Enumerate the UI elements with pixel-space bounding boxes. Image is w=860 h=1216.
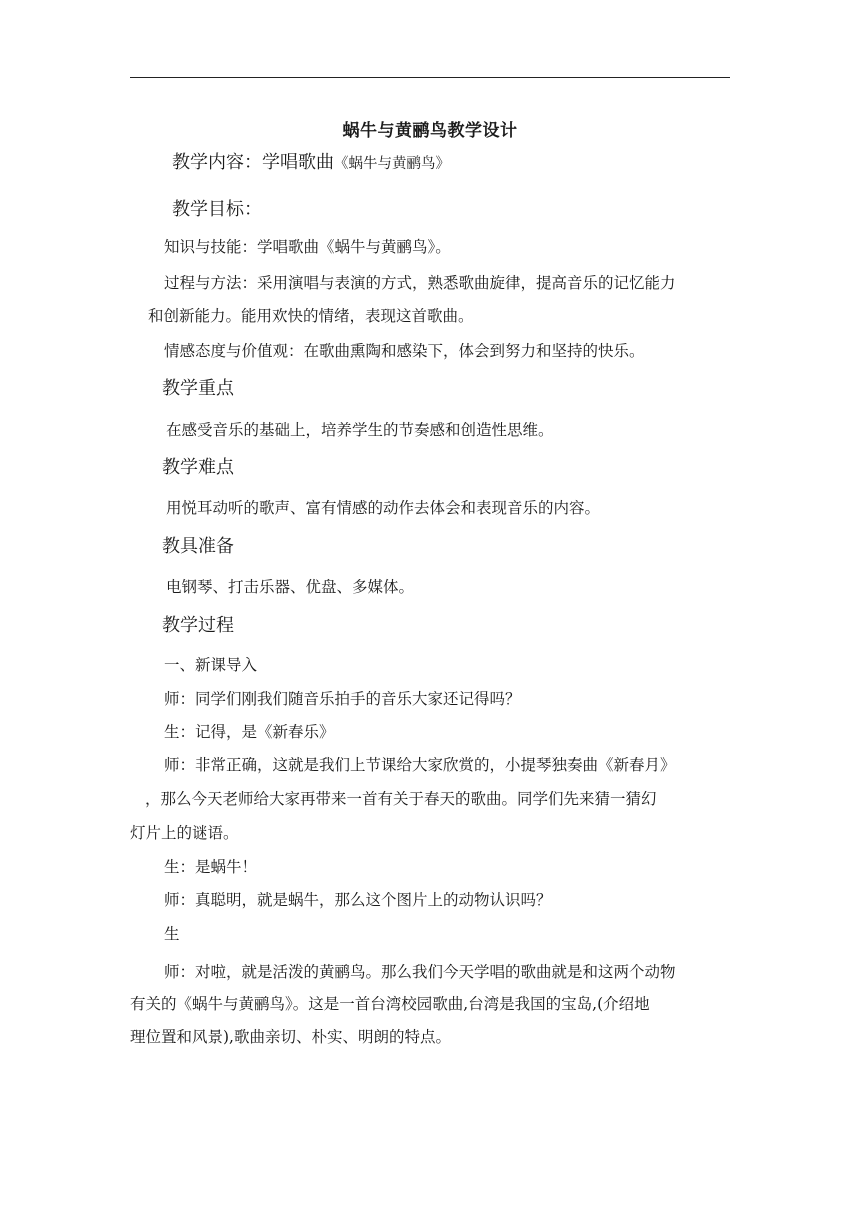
paragraph-3-line-1: 师：非常正确，这就是我们上节课给大家欣赏的，小提琴独奏曲《新春月》 [164, 756, 676, 774]
paragraph-1: 师：同学们刚我们随音乐拍手的音乐大家还记得吗？ [164, 690, 521, 708]
content-line [172, 152, 450, 175]
step-1: 一、新课导入 [164, 656, 258, 674]
paragraph-7-line-1: 师：对啦，就是活泼的黄鹂鸟。那么我们今天学唱的歌曲就是和这两个动物 [164, 963, 676, 981]
document-title: 蜗牛与黄鹂鸟教学设计 [342, 121, 518, 141]
content-song: 《蜗牛与黄鹂鸟》 [334, 156, 450, 172]
content-label: 教学内容：学唱歌曲 [172, 152, 334, 173]
paragraph-6: 生 [164, 925, 180, 943]
goal-knowledge: 知识与技能：学唱歌曲《蜗牛与黄鹂鸟》。 [164, 238, 451, 256]
difficulty-text: 用悦耳动听的歌声、富有情感的动作去体会和表现音乐的内容。 [166, 499, 601, 517]
process-heading: 教学过程 [162, 615, 234, 636]
paragraph-3-line-2: ，那么今天老师给大家再带来一首有关于春天的歌曲。同学们先来猜一猜幻 [145, 790, 657, 808]
paragraph-2: 生：记得，是《新春乐》 [164, 723, 335, 741]
difficulty-heading: 教学难点 [162, 457, 234, 478]
goal-process-line-1: 过程与方法：采用演唱与表演的方式，熟悉歌曲旋律，提高音乐的记忆能力 [164, 274, 676, 292]
goal-process-line-2: 和创新能力。能用欢快的情绪，表现这首歌曲。 [148, 307, 474, 325]
goal-emotion: 情感态度与价值观：在歌曲熏陶和感染下，体会到努力和坚持的快乐。 [164, 342, 645, 360]
paragraph-3-line-3: 灯片上的谜语。 [130, 824, 239, 842]
header-rule [130, 77, 730, 78]
tools-text: 电钢琴、打击乐器、优盘、多媒体。 [166, 578, 415, 596]
key-heading: 教学重点 [162, 378, 234, 399]
tools-heading: 教具准备 [162, 536, 234, 557]
paragraph-4: 生：是蜗牛！ [164, 858, 258, 876]
paragraph-7-line-3: 理位置和风景),歌曲亲切、朴实、明朗的特点。 [130, 1028, 451, 1046]
goals-heading: 教学目标： [172, 199, 262, 220]
key-text: 在感受音乐的基础上，培养学生的节奏感和创造性思维。 [166, 421, 554, 439]
paragraph-7-line-2: 有关的《蜗牛与黄鹂鸟》。这是一首台湾校园歌曲,台湾是我国的宝岛,(介绍地 [130, 995, 650, 1013]
paragraph-5: 师：真聪明，就是蜗牛，那么这个图片上的动物认识吗？ [164, 891, 552, 909]
